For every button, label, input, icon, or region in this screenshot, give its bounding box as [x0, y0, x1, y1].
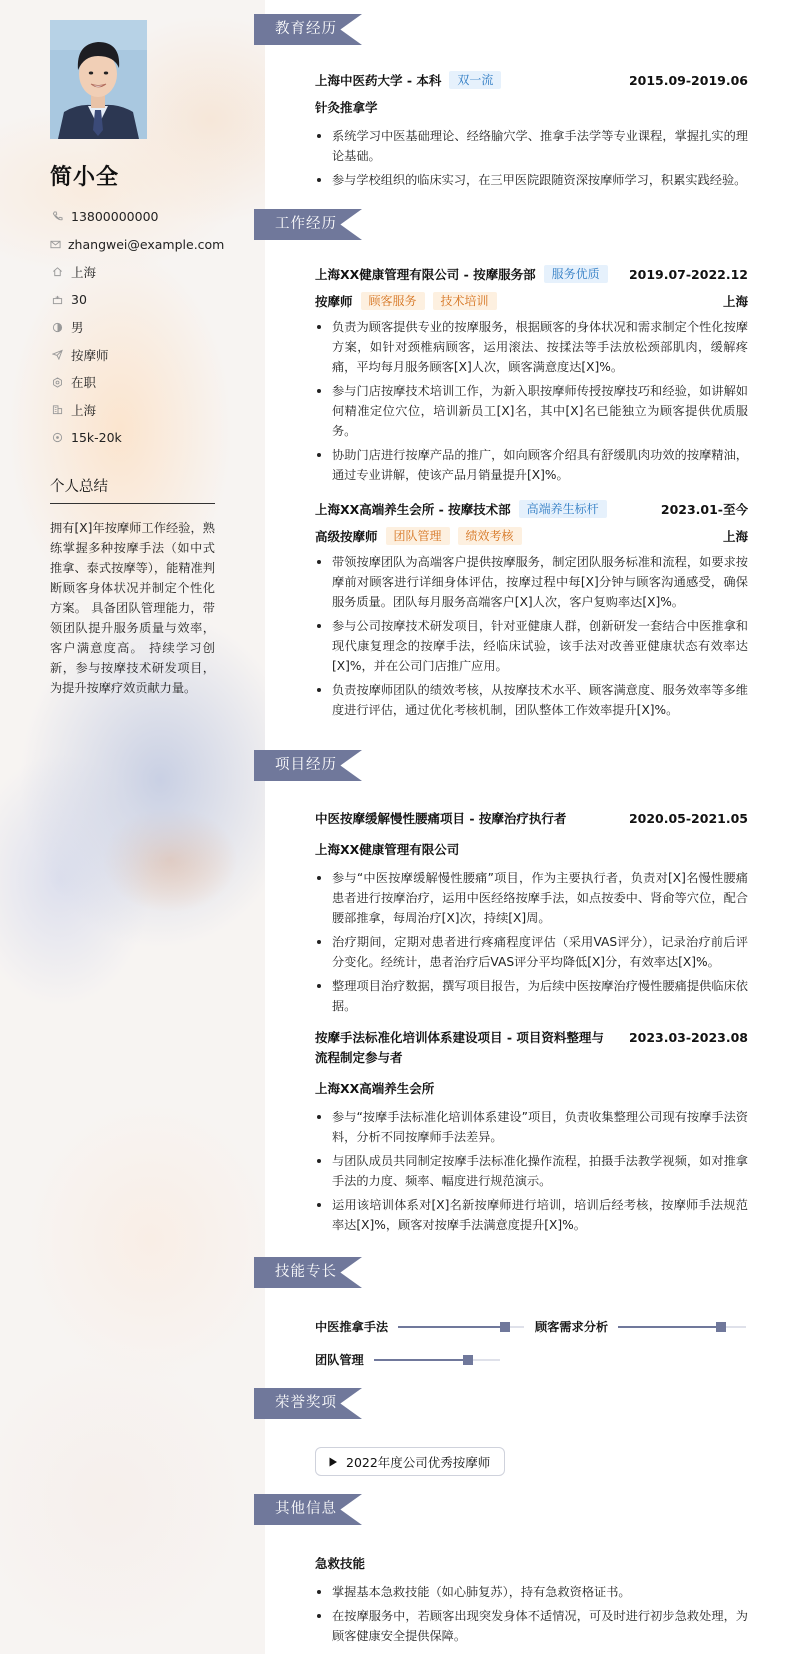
- info-status-value: 在职: [71, 375, 97, 391]
- work-tag: 服务优质: [544, 265, 608, 283]
- education-bullets: [315, 126, 748, 190]
- section-title-work: 工作经历: [275, 216, 337, 232]
- skill-item: [315, 1351, 500, 1368]
- skill-name: 团队管理: [315, 1353, 364, 1367]
- work-company: 上海XX健康管理有限公司 - 按摩服务部: [315, 267, 536, 282]
- education-major: 针灸推拿学: [315, 100, 378, 115]
- skill-fill: [618, 1326, 720, 1328]
- age-icon: [50, 293, 64, 307]
- info-email-value: zhangwei@example.com: [68, 236, 225, 252]
- info-age-value: 30: [71, 292, 87, 308]
- section-header-projects: [254, 750, 362, 781]
- award-title: 2022年度公司优秀按摩师: [346, 1454, 491, 1470]
- summary-title: 个人总结: [50, 475, 215, 504]
- work-header: [315, 265, 748, 283]
- work-role-tag: 顾客服务: [361, 292, 425, 310]
- project-block-1: [315, 809, 748, 1020]
- list-item: 在按摩服务中，若顾客出现突发身体不适情况，可及时进行初步急救处理，为顾客健康安全提供保障。: [315, 1606, 748, 1646]
- info-email: [50, 231, 225, 259]
- work-role-row: [315, 292, 748, 310]
- list-item: 参与“中医按摩缓解慢性腰痛”项目，作为主要执行者，负责对[X]名慢性腰痛患者进行按摩治疗，运用中医经络按摩手法，如点按委中、肾俞等穴位，配合腰部推拿，每周治疗[X]次，持续[X]周。: [315, 868, 748, 928]
- list-item: 掌握基本急救技能（如心肺复苏），持有急救资格证书。: [315, 1582, 748, 1602]
- other-title: 急救技能: [315, 1556, 366, 1571]
- work-role-row: [315, 527, 748, 545]
- skill-fill: [374, 1359, 469, 1361]
- list-item: 系统学习中医基础理论、经络腧穴学、推拿手法学等专业课程，掌握扎实的理论基础。: [315, 126, 748, 166]
- project-date: 2020.05-2021.05: [628, 810, 748, 826]
- info-job: [50, 341, 215, 369]
- work-date: 2019.07-2022.12: [628, 266, 748, 282]
- section-header-awards: [254, 1388, 362, 1419]
- work-city: 上海: [722, 294, 748, 309]
- section-title-awards: 荣誉奖项: [275, 1395, 337, 1411]
- work-bullets: [315, 317, 748, 485]
- candidate-name: 简小全: [50, 165, 120, 190]
- avatar: [50, 20, 147, 139]
- list-item: 协助门店进行按摩产品的推广，如向顾客介绍具有舒缓肌肉功效的按摩精油，通过专业讲解，使该产品月销量提升[X]%。: [315, 445, 748, 485]
- salary-icon: [50, 431, 64, 445]
- project-title: 按摩手法标准化培训体系建设项目 - 项目资料整理与流程制定参与者: [315, 1030, 604, 1065]
- list-item: 负责为顾客提供专业的按摩服务，根据顾客的身体状况和需求制定个性化按摩方案，如针对颈椎病顾客，运用滚法、按揉法等手法放松颈部肌肉，缓解疼痛，平均每月服务顾客[X]人次，顾客满意度达[X]%。: [315, 317, 748, 377]
- section-header-other: [254, 1494, 362, 1525]
- project-title: 中医按摩缓解慢性腰痛项目 - 按摩治疗执行者: [315, 811, 567, 826]
- info-hometown-value: 上海: [71, 264, 97, 280]
- skill-knob: [463, 1355, 473, 1365]
- section-header-skills: [254, 1257, 362, 1288]
- work-bullets: [315, 552, 748, 720]
- work-header: [315, 500, 748, 518]
- work-block-1: [315, 265, 748, 489]
- project-header: [315, 1028, 748, 1068]
- education-tag: 双一流: [449, 71, 501, 89]
- section-title-projects: 项目经历: [275, 757, 337, 773]
- education-date: 2015.09-2019.06: [628, 72, 748, 88]
- sidebar-content: [50, 20, 225, 698]
- skill-knob: [716, 1322, 726, 1332]
- send-icon: [50, 348, 64, 362]
- skill-name: 顾客需求分析: [535, 1320, 609, 1334]
- work-tag: 高端养生标杆: [519, 500, 607, 518]
- list-item: 参与“按摩手法标准化培训体系建设”项目，负责收集整理公司现有按摩手法资料，分析不同按摩师手法差异。: [315, 1107, 748, 1147]
- avatar-photo: [50, 20, 147, 139]
- contact-info-list: [50, 203, 225, 451]
- other-bullets: [315, 1582, 748, 1646]
- work-role-tag: 技术培训: [433, 292, 497, 310]
- info-salary: [50, 424, 215, 452]
- award-item: [315, 1447, 505, 1476]
- section-header-work: [254, 209, 362, 240]
- work-role: 高级按摩师: [315, 529, 378, 544]
- section-title-education: 教育经历: [275, 21, 337, 37]
- education-block: [315, 71, 748, 194]
- info-hometown: [50, 258, 215, 286]
- skill-bar: [374, 1359, 500, 1361]
- info-phone-value: 13800000000: [71, 209, 159, 225]
- skill-knob: [500, 1322, 510, 1332]
- skill-item: [315, 1318, 524, 1335]
- section-title-skills: 技能专长: [275, 1264, 337, 1280]
- sidebar: [0, 0, 265, 1654]
- info-status: [50, 369, 215, 397]
- work-block-2: [315, 500, 748, 724]
- project-bullets: [315, 1107, 748, 1235]
- gender-icon: [50, 320, 64, 334]
- list-item: 整理项目治疗数据，撰写项目报告，为后续中医按摩治疗慢性腰痛提供临床依据。: [315, 976, 748, 1016]
- work-date: 2023.01-至今: [660, 502, 748, 517]
- info-city: [50, 396, 215, 424]
- project-date: 2023.03-2023.08: [628, 1030, 748, 1045]
- section-title-other: 其他信息: [275, 1501, 337, 1517]
- project-header: [315, 809, 748, 827]
- list-item: 运用该培训体系对[X]名新按摩师进行培训，培训后经考核，按摩师手法规范率达[X]%，顾客对按摩手法满意度提升[X]%。: [315, 1195, 748, 1235]
- skill-name: 中医推拿手法: [315, 1320, 389, 1334]
- education-school: 上海中医药大学 - 本科: [315, 73, 442, 88]
- info-age: [50, 286, 215, 314]
- other-block: [315, 1554, 748, 1650]
- work-company: 上海XX高端养生会所 - 按摩技术部: [315, 502, 511, 517]
- play-icon: [328, 1457, 338, 1467]
- work-role-tag: 绩效考核: [458, 527, 522, 545]
- skill-item: [535, 1318, 746, 1335]
- list-item: 参与学校组织的临床实习，在三甲医院跟随资深按摩师学习，积累实践经验。: [315, 170, 748, 190]
- list-item: 负责按摩师团队的绩效考核，从按摩技术水平、顾客满意度、服务效率等多维度进行评估，通过优化考核机制，团队整体工作效率提升[X]%。: [315, 680, 748, 720]
- info-gender-value: 男: [71, 320, 84, 336]
- skill-fill: [398, 1326, 505, 1328]
- info-phone: [50, 203, 215, 231]
- main-content: [254, 0, 794, 1654]
- info-job-value: 按摩师: [71, 347, 109, 363]
- education-header: [315, 71, 748, 89]
- section-header-education: [254, 14, 362, 45]
- city-icon: [50, 403, 64, 417]
- project-org: 上海XX高端养生会所: [315, 1081, 435, 1096]
- skill-bar: [398, 1326, 524, 1328]
- status-icon: [50, 375, 64, 389]
- info-salary-value: 15k-20k: [71, 430, 122, 446]
- list-item: 与团队成员共同制定按摩手法标准化操作流程，拍摄手法教学视频，如对推拿手法的力度、频率、幅度进行规范演示。: [315, 1151, 748, 1191]
- list-item: 治疗期间，定期对患者进行疼痛程度评估（采用VAS评分），记录治疗前后评分变化。经统计，患者治疗后VAS评分平均降低[X]分，有效率达[X]%。: [315, 932, 748, 972]
- email-icon: [50, 237, 61, 251]
- work-role: 按摩师: [315, 294, 353, 309]
- work-city: 上海: [722, 529, 748, 544]
- project-bullets: [315, 868, 748, 1016]
- list-item: 参与公司按摩技术研发项目，针对亚健康人群，创新研发一套结合中医推拿和现代康复理念的按摩手法，经临床试验，该手法对改善亚健康状态有效率达[X]%，并在公司门店推广应用。: [315, 616, 748, 676]
- info-city-value: 上海: [71, 402, 97, 418]
- skill-bar: [618, 1326, 746, 1328]
- project-org: 上海XX健康管理有限公司: [315, 842, 460, 857]
- work-role-tag: 团队管理: [386, 527, 450, 545]
- summary-text: 拥有[X]年按摩师工作经验，熟练掌握多种按摩手法（如中式推拿、泰式按摩等），能精准判断顾客身体状况并制定个性化方案。 具备团队管理能力，带领团队提升服务质量与效率，客户满意度高。 持续学习创新，参与按摩技术研发项目，为提升按摩疗效贡献力量。: [50, 521, 215, 696]
- info-gender: [50, 313, 215, 341]
- phone-icon: [50, 210, 64, 224]
- home-icon: [50, 265, 64, 279]
- project-block-2: [315, 1028, 748, 1239]
- list-item: 带领按摩团队为高端客户提供按摩服务，制定团队服务标准和流程，如要求按摩前对顾客进行详细身体评估，按摩过程中每[X]分钟与顾客沟通感受，确保服务质量。团队每月服务高端客户[X]人次，客户复购率达[X]%。: [315, 552, 748, 612]
- list-item: 参与门店按摩技术培训工作，为新入职按摩师传授按摩技巧和经验，如讲解如何精准定位穴位，培训新员工[X]名，其中[X]名已能独立为顾客提供优质服务。: [315, 381, 748, 441]
